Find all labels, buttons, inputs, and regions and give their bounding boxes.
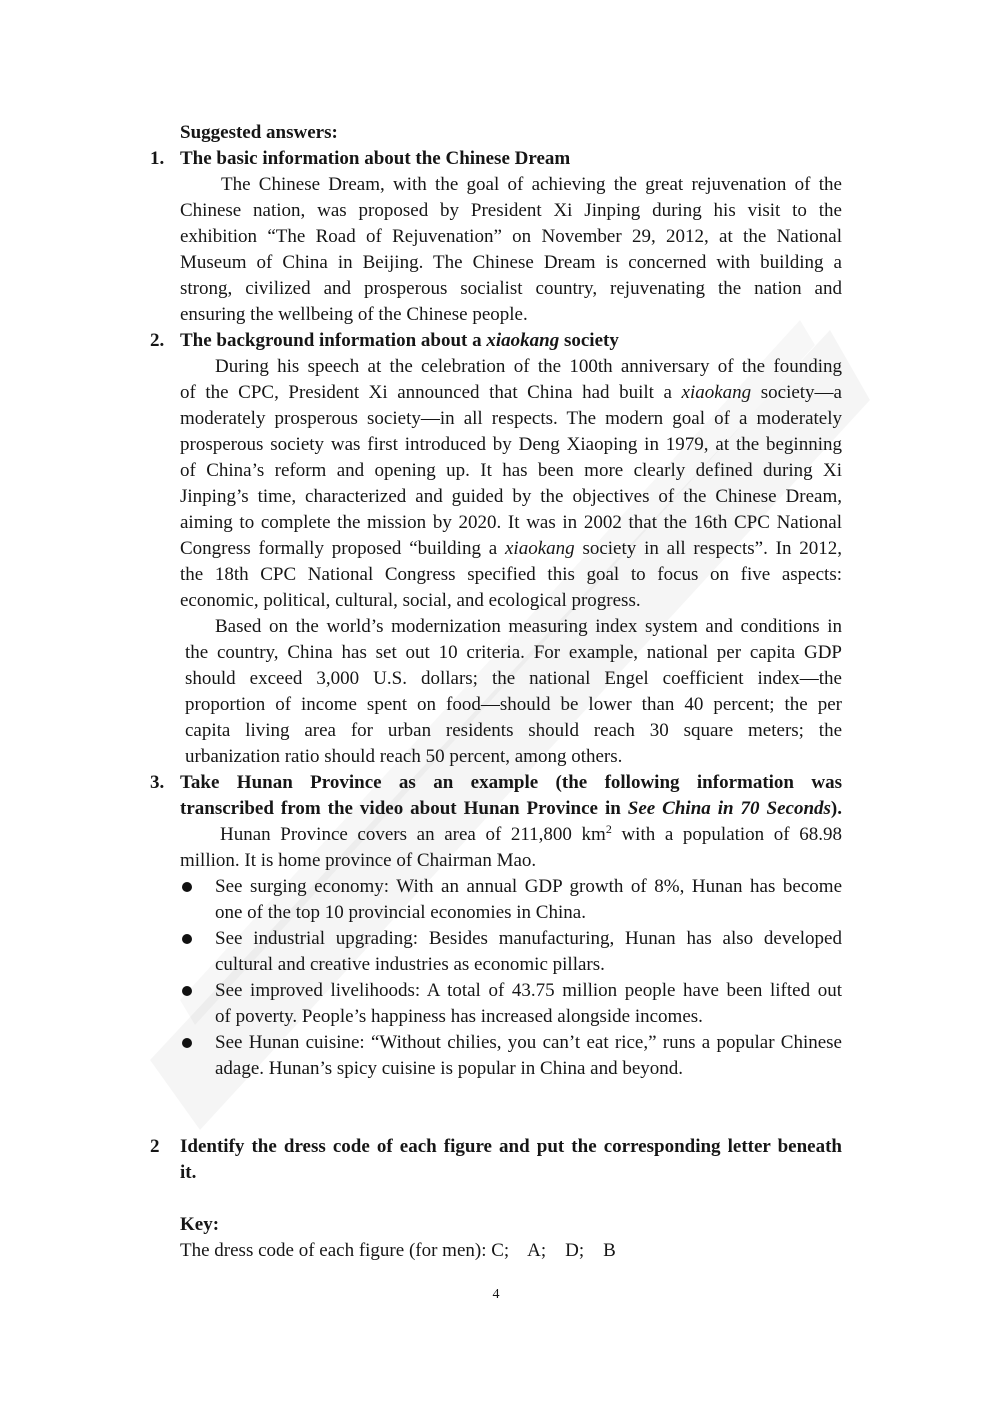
page-number: 4 [492, 1287, 500, 1302]
item-3-heading-line-2 [180, 796, 842, 822]
answer-content [150, 120, 842, 1264]
list-item [150, 874, 842, 926]
text-run: transcribed from the video about Hunan Province in [180, 798, 628, 819]
item-2-number: 2. [150, 330, 165, 351]
paragraph-line: Based on the world’s modernization measuring index system and conditions in [215, 616, 842, 637]
video-title: See China in 70 Seconds [627, 798, 831, 819]
suggested-answers-label: Suggested answers: [180, 122, 338, 143]
paragraph-line [180, 380, 842, 406]
key-answer: The dress code of each figure (for men): C; A; D; B [180, 1240, 616, 1261]
item-2-title-italic: xiaokang [486, 330, 560, 351]
item-3-title-line: Take Hunan Province as an example (the following information was [180, 772, 842, 793]
paragraph-line: Chinese nation, was proposed by President Xi Jinping during his visit to the [180, 200, 842, 221]
text-run: See surging economy: With an annual GDP growth of 8%, Hunan has become [215, 876, 842, 897]
text-run: society—a [751, 382, 842, 403]
item-1-paragraph [150, 172, 842, 328]
exercise-2-heading-line-2: it. [180, 1162, 197, 1183]
item-1-heading [150, 146, 842, 172]
paragraph-line: million. It is home province of Chairman Mao. [180, 850, 537, 871]
paragraph-line: The Chinese Dream, with the goal of achieving the great rejuvenation of the [221, 174, 842, 195]
superscript: 2 [605, 822, 612, 836]
paragraph-line: Museum of China in Beijing. The Chinese Dream is concerned with building a [180, 252, 842, 273]
paragraph-line [215, 1030, 842, 1056]
item-2-title-part: society [559, 330, 619, 351]
paragraph-line: strong, civilized and prosperous socialist country, rejuvenating the nation and [180, 278, 842, 299]
text-run: Hunan Province covers an area of 211,800 km [220, 824, 606, 845]
spacer [150, 1082, 842, 1134]
paragraph-line [215, 978, 842, 1004]
paragraph-line: exhibition “The Road of Rejuvenation” on November 29, 2012, at the National [180, 226, 842, 247]
item-3-number: 3. [150, 772, 165, 793]
item-2-title-part: The background information about a [180, 330, 487, 351]
paragraph-line: During his speech at the celebration of the 100th anniversary of the founding [215, 356, 842, 377]
paragraph-line [215, 926, 842, 952]
paragraph-line: economic, political, cultural, social, and ecological progress. [180, 590, 641, 611]
paragraph-line [180, 536, 842, 562]
paragraph-line: cultural and creative industries as economic pillars. [215, 954, 605, 975]
italic-term: xiaokang [505, 538, 575, 559]
exercise-2-heading [150, 1134, 842, 1160]
item-3-heading [150, 770, 842, 796]
list-item [150, 1030, 842, 1082]
item-2-paragraph-1 [150, 354, 842, 614]
item-2-heading [150, 328, 842, 354]
paragraph-line: one of the top 10 provincial economies in China. [215, 902, 586, 923]
item-2-paragraph-2 [150, 614, 842, 770]
bullet-list [150, 874, 842, 1082]
bullet-icon [182, 934, 192, 944]
text-run: ). [830, 798, 842, 819]
text-run: See improved livelihoods: A total of 43.75 million people have been lifted out [215, 980, 842, 1001]
paragraph-line [180, 822, 842, 848]
paragraph-line: should exceed 3,000 U.S. dollars; the national Engel coefficient index—the [185, 668, 842, 689]
item-3-intro [150, 822, 842, 874]
italic-term: xiaokang [681, 382, 752, 403]
text-run: of the CPC, President Xi announced that China had built a [180, 382, 682, 403]
text-run: society in all respects”. In 2012, [574, 538, 842, 559]
paragraph-line: of China’s reform and opening up. It has been more clearly defined during Xi [180, 460, 842, 481]
spacer [150, 1186, 842, 1212]
paragraph-line: the 18th CPC National Congress specified this goal to focus on five aspects: [180, 564, 842, 585]
exercise-2-title-line: Identify the dress code of each figure and put the corresponding letter beneath [180, 1136, 842, 1157]
bullet-icon [182, 882, 192, 892]
item-1-number: 1. [150, 148, 165, 169]
key-label: Key: [180, 1214, 220, 1235]
paragraph-line: prosperous society was first introduced by Deng Xiaoping in 1979, at the beginning [180, 434, 842, 455]
text-run: See Hunan cuisine: “Without chilies, you can’t eat rice,” runs a popular Chinese [215, 1032, 842, 1053]
paragraph-line [215, 874, 842, 900]
bullet-icon [182, 986, 192, 996]
paragraph-line: urbanization ratio should reach 50 percent, among others. [185, 746, 623, 767]
text-run: with a population of 68.98 [611, 824, 843, 845]
text-run: Congress formally proposed “building a [180, 538, 505, 559]
item-1-title: The basic information about the Chinese Dream [180, 148, 571, 169]
paragraph-line: ensuring the wellbeing of the Chinese people. [180, 304, 528, 325]
paragraph-line: proportion of income spent on food—should be lower than 40 percent; the per [185, 694, 842, 715]
list-item [150, 926, 842, 978]
paragraph-line: of poverty. People’s happiness has increased alongside incomes. [215, 1006, 703, 1027]
paragraph-line: aiming to complete the mission by 2020. It was in 2002 that the 16th CPC National [180, 512, 842, 533]
paragraph-line: adage. Hunan’s spicy cuisine is popular in China and beyond. [215, 1058, 684, 1079]
exercise-2-number: 2 [150, 1136, 160, 1157]
paragraph-line: capita living area for urban residents should reach 30 square meters; the [185, 720, 842, 741]
paragraph-line: the country, China has set out 10 criteria. For example, national per capita GDP [185, 642, 842, 663]
paragraph-line: Jinping’s time, characterized and guided by the objectives of the Chinese Dream, [180, 486, 842, 507]
list-item [150, 978, 842, 1030]
text-run: See industrial upgrading: Besides manufacturing, Hunan has also developed [215, 928, 842, 949]
paragraph-line: moderately prosperous society—in all respects. The modern goal of a moderately [180, 408, 842, 429]
bullet-icon [182, 1038, 192, 1048]
